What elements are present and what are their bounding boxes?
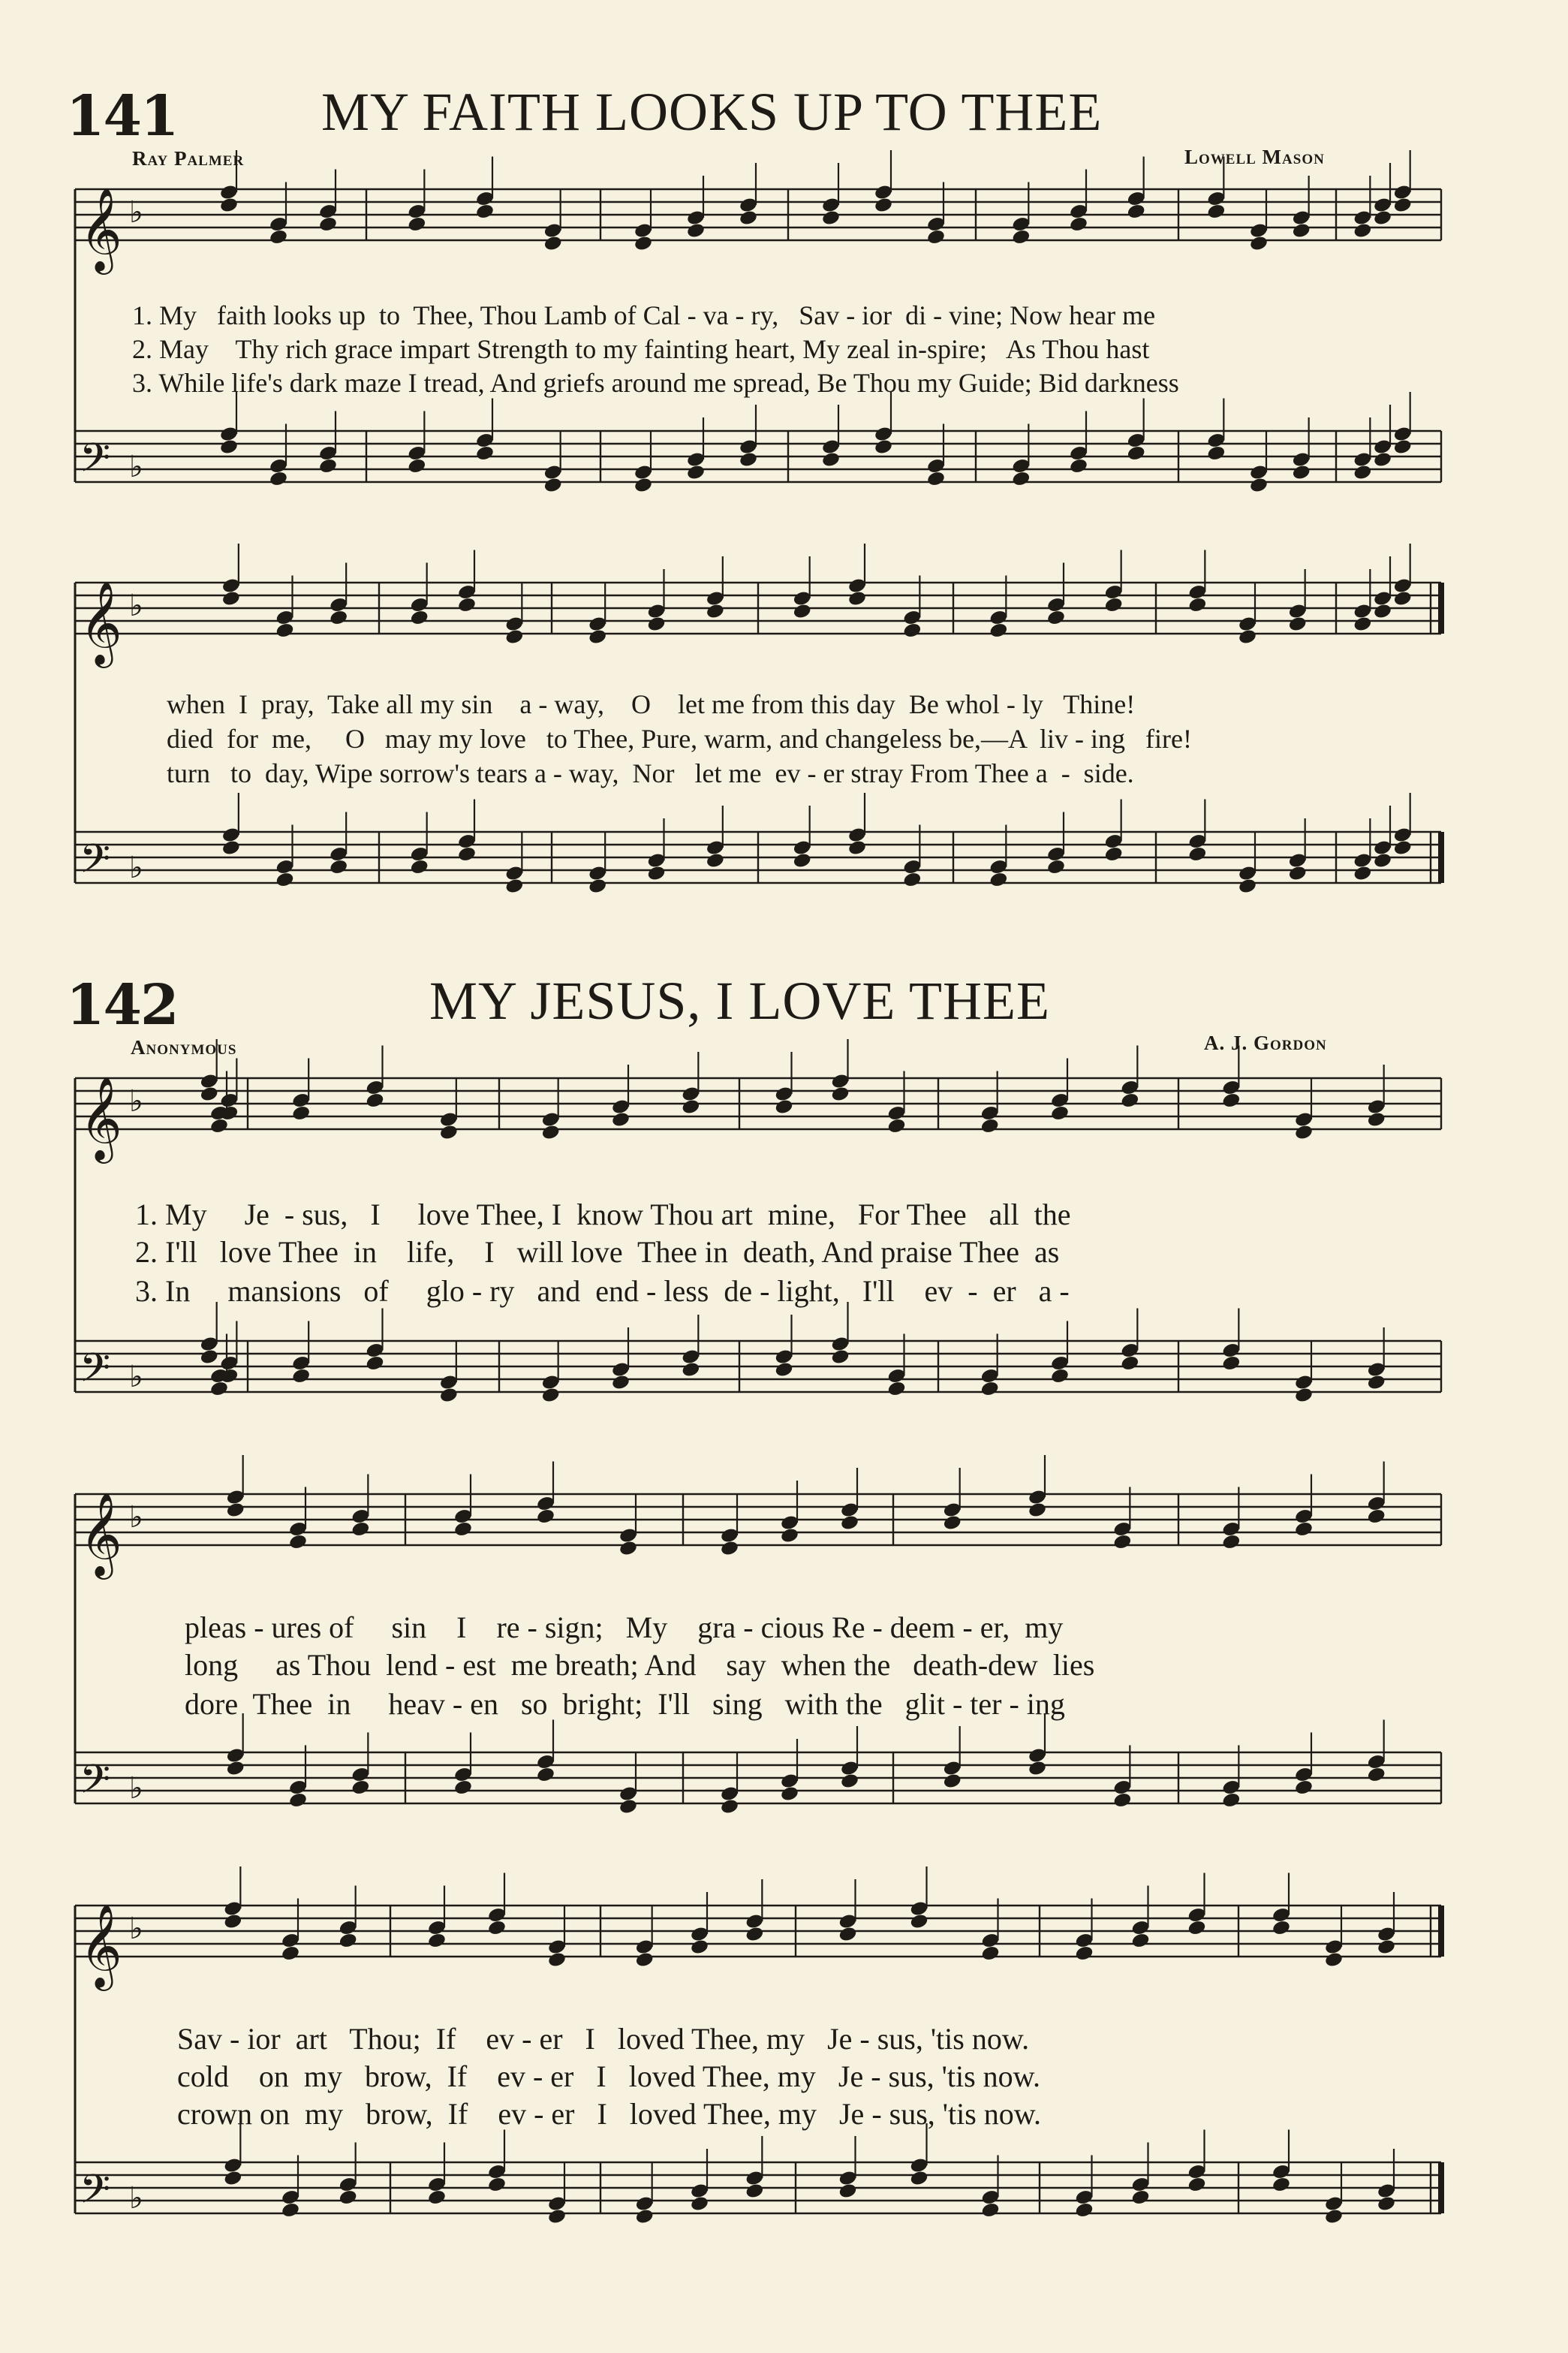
lyric-line: 3. While life's dark maze I tread, And griefs around me spread, Be Thou my Guide; Bid darkness xyxy=(132,368,1179,398)
notehead xyxy=(1028,1760,1047,1777)
notehead xyxy=(1221,1354,1241,1372)
notehead xyxy=(1238,628,1257,646)
notehead xyxy=(275,871,294,888)
notehead xyxy=(453,1779,473,1796)
notehead xyxy=(1187,845,1207,863)
notehead xyxy=(681,1361,700,1378)
flat-sign-icon: ♭ xyxy=(129,2181,143,2216)
lyric-line: died for me, O may my love to Thee, Pure, warm, and changeless be,—A liv - ing fire! xyxy=(167,724,1192,754)
notehead xyxy=(1272,2176,1291,2193)
notehead xyxy=(618,1540,638,1557)
notehead xyxy=(1028,1502,1047,1519)
notehead xyxy=(1069,215,1088,233)
notehead xyxy=(1373,852,1392,869)
notehead xyxy=(838,1926,857,1943)
notehead xyxy=(1130,2189,1150,2206)
notehead xyxy=(365,1354,384,1372)
notehead xyxy=(706,852,725,869)
flat-sign-icon: ♭ xyxy=(129,1360,143,1394)
notehead xyxy=(720,1798,739,1815)
notehead xyxy=(980,2201,1000,2219)
bass-clef-icon: 𝄢 xyxy=(80,435,111,491)
notehead xyxy=(745,1926,764,1943)
notehead xyxy=(1353,222,1372,240)
notehead xyxy=(780,1785,799,1803)
notehead xyxy=(219,438,239,456)
notehead xyxy=(1221,1533,1241,1550)
notehead xyxy=(1127,203,1146,220)
notehead xyxy=(720,1540,739,1557)
notehead xyxy=(1292,222,1311,240)
notehead xyxy=(1050,1367,1070,1384)
notehead xyxy=(706,603,725,620)
notehead xyxy=(536,1766,555,1783)
notehead xyxy=(588,628,607,646)
notehead xyxy=(410,609,429,626)
notehead xyxy=(909,2170,928,2187)
notehead xyxy=(686,464,706,481)
notehead xyxy=(291,1104,311,1122)
notehead xyxy=(1373,451,1392,468)
notehead xyxy=(902,871,922,888)
notehead xyxy=(504,878,524,895)
notehead xyxy=(886,1380,906,1397)
notehead xyxy=(1367,1766,1386,1783)
notehead xyxy=(1377,2195,1396,2213)
lyric-line: Sav - ior art Thou; If ev - er I loved Thee, my Je - sus, 'tis now. xyxy=(177,2022,1030,2056)
notehead xyxy=(1206,444,1226,462)
notehead xyxy=(874,197,893,214)
notehead xyxy=(1187,1919,1206,1936)
notehead xyxy=(646,865,666,882)
flat-sign-icon: ♭ xyxy=(129,1912,143,1946)
notehead xyxy=(1112,1791,1132,1809)
notehead xyxy=(427,2189,447,2206)
notehead xyxy=(1206,203,1226,220)
hymn-number: 142 xyxy=(66,973,178,1038)
notehead xyxy=(457,845,477,863)
notehead xyxy=(541,1124,561,1141)
notehead xyxy=(291,1367,311,1384)
notehead xyxy=(1069,457,1088,475)
notehead xyxy=(780,1527,799,1544)
notehead xyxy=(1353,464,1372,481)
notehead xyxy=(221,590,241,607)
notehead xyxy=(226,1760,245,1777)
notehead xyxy=(221,839,241,857)
hymn-number: 141 xyxy=(66,84,178,149)
notehead xyxy=(281,2201,300,2219)
notehead xyxy=(281,1945,300,1962)
notehead xyxy=(453,1520,473,1538)
notehead xyxy=(830,1348,850,1366)
treble-clef-icon: 𝄞 xyxy=(80,1903,122,1987)
notehead xyxy=(339,1932,358,1949)
hymn-title: MY FAITH LOOKS UP TO THEE xyxy=(321,82,1103,142)
notehead xyxy=(1221,1791,1241,1809)
notehead xyxy=(1187,596,1207,613)
notehead xyxy=(1292,464,1311,481)
notehead xyxy=(504,628,524,646)
flat-sign-icon: ♭ xyxy=(129,450,143,484)
notehead xyxy=(1104,596,1124,613)
notehead xyxy=(989,622,1008,639)
notehead xyxy=(1249,477,1269,494)
hymn-title: MY JESUS, I LOVE THEE xyxy=(429,971,1050,1031)
notehead xyxy=(902,622,922,639)
notehead xyxy=(1288,865,1308,882)
notehead xyxy=(588,878,607,895)
notehead xyxy=(269,470,288,487)
notehead xyxy=(611,1111,631,1128)
lyric-line: dore Thee in heav - en so bright; I'll sing with the glit - ter - ing xyxy=(185,1687,1065,1721)
notehead xyxy=(980,1380,1000,1397)
notehead xyxy=(1074,2201,1094,2219)
notehead xyxy=(1187,2176,1206,2193)
notehead xyxy=(634,235,653,252)
notehead xyxy=(475,444,495,462)
notehead xyxy=(1373,209,1392,227)
lyric-line: 1. My faith looks up to Thee, Thou Lamb of Cal - va - ry, Sav - ior di - vine; Now hear me xyxy=(132,300,1156,330)
notehead xyxy=(1367,1111,1386,1128)
notehead xyxy=(200,1086,219,1103)
notehead xyxy=(1272,1919,1291,1936)
lyric-line: crown on my brow, If ev - er I loved Thee, my Je - sus, 'tis now. xyxy=(177,2097,1042,2131)
notehead xyxy=(1294,1124,1314,1141)
notehead xyxy=(1011,228,1031,246)
notehead xyxy=(439,1124,459,1141)
notehead xyxy=(739,451,758,468)
notehead xyxy=(690,2195,709,2213)
notehead xyxy=(547,2208,567,2225)
notehead xyxy=(618,1798,638,1815)
notehead xyxy=(793,603,812,620)
notehead xyxy=(407,215,426,233)
treble-clef-icon: 𝄞 xyxy=(80,580,122,664)
notehead xyxy=(288,1791,308,1809)
notehead xyxy=(1130,1932,1150,1949)
notehead xyxy=(1120,1354,1139,1372)
notehead xyxy=(365,1092,384,1109)
notehead xyxy=(821,451,841,468)
notehead xyxy=(886,1117,906,1134)
notehead xyxy=(635,1951,655,1969)
notehead xyxy=(318,457,338,475)
notehead xyxy=(536,1508,555,1525)
notehead xyxy=(223,1913,242,1930)
notehead xyxy=(339,2189,358,2206)
notehead xyxy=(840,1514,859,1532)
notehead xyxy=(980,1945,1000,1962)
lyric-line: long as Thou lend - est me breath; And say when the death-dew lies xyxy=(185,1648,1095,1682)
notehead xyxy=(847,839,867,857)
notehead xyxy=(1393,590,1413,607)
notehead xyxy=(209,1117,229,1134)
lyric-line: cold on my brow, If ev - er I loved Thee, my Je - sus, 'tis now. xyxy=(177,2059,1040,2093)
notehead xyxy=(223,2170,242,2187)
lyric-line: 2. I'll love Thee in life, I will love Thee in death, And praise Thee as xyxy=(135,1235,1060,1269)
notehead xyxy=(1377,1939,1396,1956)
bass-clef-icon: 𝄢 xyxy=(80,2167,111,2222)
notehead xyxy=(909,1913,928,1930)
flat-sign-icon: ♭ xyxy=(129,851,143,885)
notehead xyxy=(288,1533,308,1550)
notehead xyxy=(1373,603,1392,620)
notehead xyxy=(1120,1092,1139,1109)
notehead xyxy=(1046,609,1066,626)
notehead xyxy=(487,1919,507,1936)
notehead xyxy=(793,852,812,869)
notehead xyxy=(646,616,666,633)
notehead xyxy=(1294,1387,1314,1404)
author-credit: Ray Palmer xyxy=(132,147,245,170)
notehead xyxy=(1011,470,1031,487)
notehead xyxy=(980,1117,1000,1134)
notehead xyxy=(1221,1092,1241,1109)
notehead xyxy=(838,2183,857,2200)
notehead xyxy=(681,1098,700,1116)
flat-sign-icon: ♭ xyxy=(129,589,143,623)
notehead xyxy=(457,596,477,613)
notehead xyxy=(1353,865,1372,882)
notehead xyxy=(926,228,946,246)
notehead xyxy=(269,228,288,246)
notehead xyxy=(943,1773,962,1790)
notehead xyxy=(318,215,338,233)
notehead xyxy=(547,1951,567,1969)
bass-clef-icon: 𝄢 xyxy=(80,836,111,892)
notehead xyxy=(989,871,1008,888)
lyric-line: 2. May Thy rich grace impart Strength to my fainting heart, My zeal in-spire; As Thou hast xyxy=(132,334,1150,364)
notehead xyxy=(1104,845,1124,863)
notehead xyxy=(830,1086,850,1103)
notehead xyxy=(226,1502,245,1519)
composer-credit: Lowell Mason xyxy=(1184,146,1325,168)
composer-credit: A. J. Gordon xyxy=(1204,1032,1327,1054)
notehead xyxy=(541,1387,561,1404)
notehead xyxy=(543,235,563,252)
notehead xyxy=(407,457,426,475)
flat-sign-icon: ♭ xyxy=(129,1084,143,1119)
lyric-line: pleas - ures of sin I re - sign; My gra - cious Re - deem - er, my xyxy=(185,1610,1064,1644)
notehead xyxy=(1238,878,1257,895)
lyric-line: turn to day, Wipe sorrow's tears a - way, Nor let me ev - er stray From Thee a - side. xyxy=(167,758,1134,788)
notehead xyxy=(329,609,348,626)
notehead xyxy=(1249,235,1269,252)
notehead xyxy=(739,209,758,227)
notehead xyxy=(543,477,563,494)
notehead xyxy=(774,1098,793,1116)
notehead xyxy=(427,1932,447,1949)
notehead xyxy=(840,1773,859,1790)
notehead xyxy=(1393,197,1413,214)
notehead xyxy=(200,1348,219,1366)
flat-sign-icon: ♭ xyxy=(129,1771,143,1806)
notehead xyxy=(1050,1104,1070,1122)
notehead xyxy=(475,203,495,220)
notehead xyxy=(219,197,239,214)
flat-sign-icon: ♭ xyxy=(129,1500,143,1535)
notehead xyxy=(1367,1374,1386,1391)
notehead xyxy=(1353,616,1372,633)
notehead xyxy=(329,858,348,875)
notehead xyxy=(1288,616,1308,633)
notehead xyxy=(634,477,653,494)
notehead xyxy=(1046,858,1066,875)
notehead xyxy=(1324,1951,1344,1969)
notehead xyxy=(874,438,893,456)
notehead xyxy=(1074,1945,1094,1962)
notehead xyxy=(1393,839,1413,857)
notehead xyxy=(1324,2208,1344,2225)
notehead xyxy=(821,209,841,227)
notehead xyxy=(351,1779,370,1796)
notehead xyxy=(1367,1508,1386,1525)
notehead xyxy=(943,1514,962,1532)
notehead xyxy=(686,222,706,240)
treble-clef-icon: 𝄞 xyxy=(80,1076,122,1160)
lyric-line: 3. In mansions of glo - ry and end - less de - light, I'll ev - er a - xyxy=(135,1274,1070,1308)
bass-clef-icon: 𝄢 xyxy=(80,1345,111,1401)
notehead xyxy=(209,1380,229,1397)
lyric-line: when I pray, Take all my sin a - way, O let me from this day Be whol - ly Thine! xyxy=(167,689,1136,719)
notehead xyxy=(611,1374,631,1391)
notehead xyxy=(926,470,946,487)
notehead xyxy=(635,2208,655,2225)
lyric-line: 1. My Je - sus, I love Thee, I know Thou art mine, For Thee all the xyxy=(135,1198,1071,1231)
treble-clef-icon: 𝄞 xyxy=(80,187,122,271)
notehead xyxy=(774,1361,793,1378)
flat-sign-icon: ♭ xyxy=(129,195,143,230)
bass-clef-icon: 𝄢 xyxy=(80,1757,111,1812)
notehead xyxy=(439,1387,459,1404)
treble-clef-icon: 𝄞 xyxy=(80,1492,122,1576)
notehead xyxy=(847,590,867,607)
notehead xyxy=(690,1939,709,1956)
notehead xyxy=(487,2176,507,2193)
notehead xyxy=(1294,1779,1314,1796)
notehead xyxy=(275,622,294,639)
notehead xyxy=(1294,1520,1314,1538)
notehead xyxy=(1112,1533,1132,1550)
notehead xyxy=(1393,438,1413,456)
notehead xyxy=(351,1520,370,1538)
notehead xyxy=(1127,444,1146,462)
notehead xyxy=(745,2183,764,2200)
author-credit: Anonymous xyxy=(131,1036,237,1059)
notehead xyxy=(410,858,429,875)
